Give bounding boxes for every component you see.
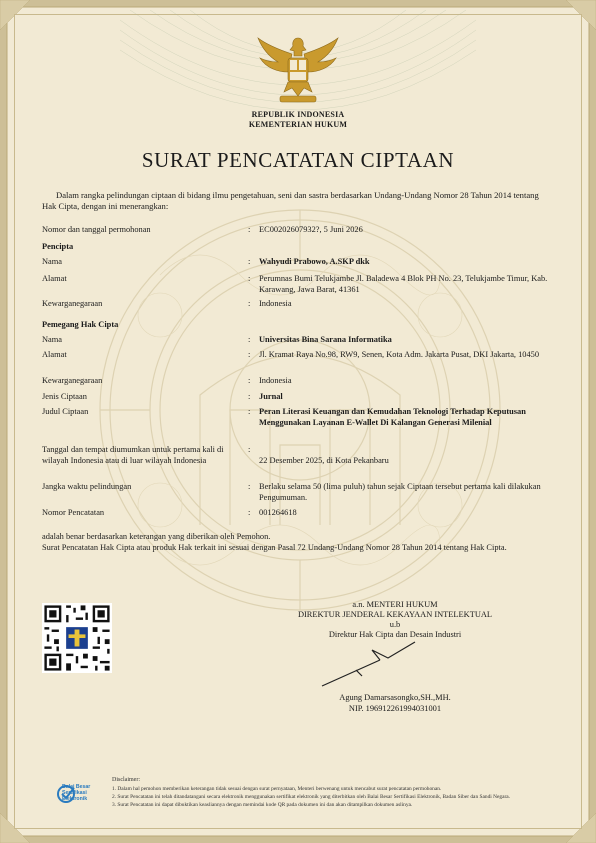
judul-value: Peran Literasi Keuangan dan Kemudahan Teknologi Terhadap Keputusan Menggunakan Layanan E-Wallet Di Kalangan Generasi Milenial xyxy=(259,407,526,427)
jangka-label: Jangka waktu pelindungan xyxy=(42,482,132,491)
garuda-crest-icon xyxy=(250,30,346,110)
tanggal-label: Tanggal dan tempat diumumkan untuk pertama kali di wilayah Indonesia atau di luar wilayah Indonesia xyxy=(42,445,224,465)
colon: : xyxy=(248,482,251,491)
pemegang-alamat-label: Alamat xyxy=(42,350,67,359)
colon: : xyxy=(248,350,251,359)
bsre-label: Balai Besar Sertifikasi Elektronik xyxy=(62,784,91,802)
tanggal-value: 22 Desember 2025, di Kota Pekanbaru xyxy=(259,456,389,465)
disclaimer-heading: Disclaimer: xyxy=(112,777,140,783)
colon: : xyxy=(248,376,251,385)
closing-line-1: adalah benar berdasarkan keterangan yang diberikan oleh Pemohon. xyxy=(42,532,271,541)
nomor-label: Nomor Pencatatan xyxy=(42,508,105,517)
colon: : xyxy=(248,274,251,283)
pencipta-nama-label: Nama xyxy=(42,257,62,266)
pemegang-heading: Pemegang Hak Cipta xyxy=(42,320,119,329)
colon: : xyxy=(248,445,251,454)
nomor-value: 001264618 xyxy=(259,508,297,517)
jangka-value: Berlaku selama 50 (lima puluh) tahun sejak Ciptaan tersebut pertama kali dilakukan Pengumuman. xyxy=(259,482,541,502)
country-name: REPUBLIK INDONESIA xyxy=(251,110,345,119)
pemegang-nama-label: Nama xyxy=(42,335,62,344)
pencipta-alamat-label: Alamat xyxy=(42,274,67,283)
pemegang-nama-value: Universitas Bina Sarana Informatika xyxy=(259,335,392,344)
pencipta-nama-value: Wahyudi Prabowo, A.SKP dkk xyxy=(259,257,370,266)
colon: : xyxy=(248,335,251,344)
disclaimer-item-2: 2. Surat Pencatatan ini telah ditandatangani secara elektronik menggunakan sertifikat elektronik yang diterbitkan oleh Balai Besar Sertifikasi Elektronik, Badan Siber dan Sandi Negara. xyxy=(112,794,511,800)
pencipta-alamat-value: Perumnas Bumi Telukjambe Jl. Baladewa 4 Blok PH No. 23, Telukjambe Timur, Kab. Karawang, Jawa Barat, 41361 xyxy=(259,274,548,294)
signature-direktur-jenderal: DIREKTUR JENDERAL KEKAYAAN INTELEKTUAL xyxy=(297,610,493,619)
closing-line-2: Surat Pencatatan Hak Cipta atau produk Hak terkait ini sesuai dengan Pasal 72 Undang-Undang Nomor 28 Tahun 2014 tentang Hak Cipta. xyxy=(42,543,507,552)
jenis-label: Jenis Ciptaan xyxy=(42,392,87,401)
colon: : xyxy=(248,392,251,401)
signatory-name: Agung Damarsasongko,SH.,MH. xyxy=(339,693,451,702)
pencipta-heading: Pencipta xyxy=(42,242,74,251)
pencipta-warga-label: Kewarganegaraan xyxy=(42,299,103,308)
pemegang-alamat-value: Jl. Kramat Raya No.98, RW9, Senen, Kota Adm. Jakarta Pusat, DKI Jakarta, 10450 xyxy=(259,350,540,359)
colon: : xyxy=(248,299,251,308)
pencipta-warga-value: Indonesia xyxy=(259,299,292,308)
judul-label: Judul Ciptaan xyxy=(42,407,89,416)
application-label: Nomor dan tanggal permohonan xyxy=(42,225,151,234)
signatory-nip: NIP. 196912261994031001 xyxy=(348,704,442,713)
colon: : xyxy=(248,508,251,517)
document-title: SURAT PENCATATAN CIPTAAN xyxy=(141,148,455,172)
jenis-value: Jurnal xyxy=(259,392,283,401)
colon: : xyxy=(248,257,251,266)
application-value: EC00202607932?, 5 Juni 2026 xyxy=(259,225,363,234)
signature-ub: u.b xyxy=(389,620,401,629)
pemegang-warga-value: Indonesia xyxy=(259,376,292,385)
disclaimer-item-1: 1. Dalam hal pemohon memberikan keterangan tidak sesuai dengan surat pernyataan, Menteri berwenang untuk mencabut surat pencatatan permohonan. xyxy=(112,786,442,792)
qr-code[interactable] xyxy=(42,603,112,673)
signature-an: a.n. MENTERI HUKUM xyxy=(352,600,438,609)
ministry-name: KEMENTERIAN HUKUM xyxy=(248,120,348,129)
colon: : xyxy=(248,407,251,416)
intro-paragraph: Dalam rangka pelindungan ciptaan di bidang ilmu pengetahuan, seni dan sastra berdasarkan Undang-Undang Nomor 28 Tahun 2014 tentang Hak Cipta, dengan ini menerangkan: xyxy=(42,190,539,211)
colon: : xyxy=(248,225,251,234)
pemegang-warga-label: Kewarganegaraan xyxy=(42,376,103,385)
disclaimer-item-3: 3. Surat Pencatatan ini dapat dibuktikan keasliannya dengan memindai kode QR pada dokumen ini dan akan ditampilkan dokumen aslinya. xyxy=(112,802,413,808)
signature-direktur-hak-cipta: Direktur Hak Cipta dan Desain Industri xyxy=(328,630,462,639)
handwritten-signature xyxy=(320,640,430,690)
